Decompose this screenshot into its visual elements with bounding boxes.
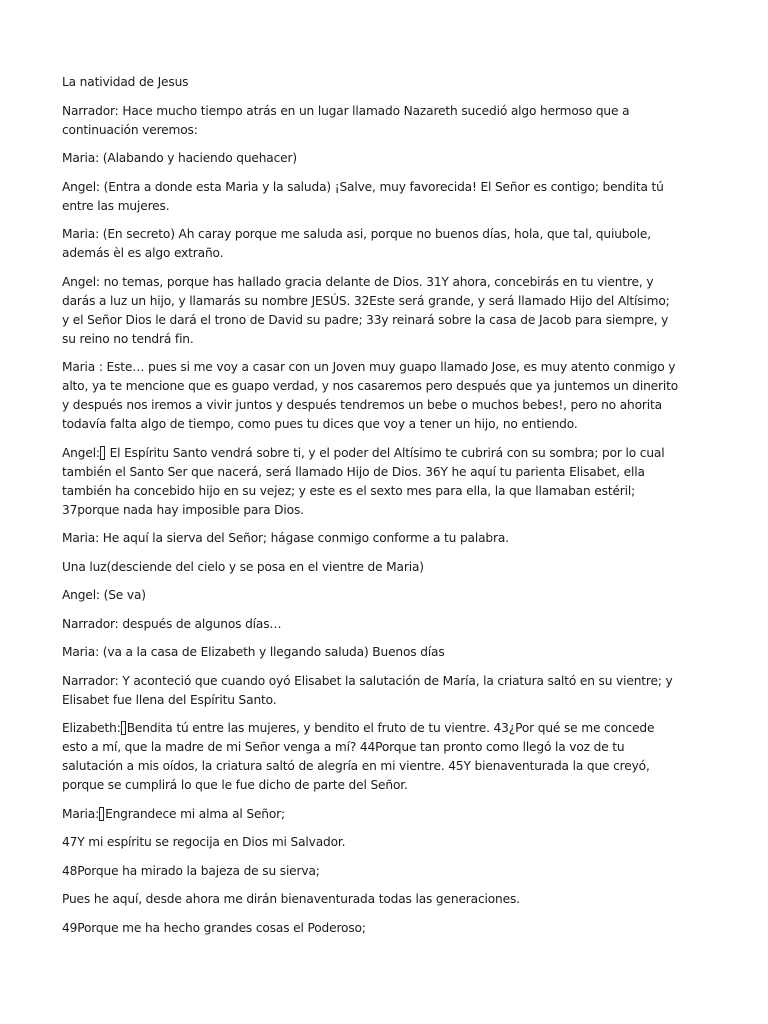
line-text: Engrandece mi alma al Señor;: [105, 806, 285, 821]
script-line: [62, 805, 680, 824]
script-line: Maria: (Alabando y haciendo quehacer): [62, 151, 297, 165]
script-line: Pues he aquí, desde ahora me dirán bienaventurada todas las generaciones.: [62, 892, 520, 906]
script-line: Narrador: después de algunos días…: [62, 616, 282, 631]
document-page: [62, 73, 680, 947]
script-line: Angel: (Entra a donde esta Maria y la saluda) ¡Salve, muy favorecida! El Señor es contigo; bendita tú entre las mujeres.: [62, 179, 664, 213]
missing-glyph-box: [100, 446, 105, 460]
script-line: 47Y mi espíritu se regocija en Dios mi Salvador.: [62, 835, 346, 849]
script-line: 48Porque ha mirado la bajeza de su sierva;: [62, 863, 320, 878]
script-line: Angel: (Se va): [62, 588, 146, 602]
script-line: 49Porque me ha hecho grandes cosas el Poderoso;: [62, 920, 366, 935]
script-line: Una luz(desciende del cielo y se posa en el vientre de Maria): [62, 559, 424, 574]
script-line: Maria: (va a la casa de Elizabeth y llegando saluda) Buenos días: [62, 645, 445, 659]
speaker-label: Maria:: [62, 806, 100, 821]
speaker-label: Angel:: [62, 445, 100, 460]
missing-glyph-box: [99, 807, 104, 821]
script-line: Narrador: Y aconteció que cuando oyó Elisabet la salutación de María, la criatura saltó en su vientre; y Elisabet fue llena del Espíritu Santo.: [62, 673, 673, 707]
script-line: [62, 719, 680, 795]
missing-glyph-box: [121, 721, 126, 735]
script-line: Maria: (En secreto) Ah caray porque me saluda asi, porque no buenos días, hola, que tal, quiubole, además èl es algo extraño.: [62, 227, 651, 260]
line-text: El Espíritu Santo vendrá sobre ti, y el poder del Altísimo te cubrirá con su sombra; por lo cual también el Santo Ser que nacerá, será llamado Hijo de Dios. 36Y he aquí tu parienta Elisabet, ella también ha concebido hijo en su vejez; y este es el sexto mes para ella, la que llamaban estéril; 37porque nada hay imposible para Dios.: [62, 445, 665, 517]
line-text: Bendita tú entre las mujeres, y bendito el fruto de tu vientre. 43¿Por qué se me concede esto a mí, que la madre de mi Señor venga a mí? 44Porque tan pronto como llegó la voz de tu salutación a mis oídos, la criatura saltó de alegría en mi vientre. 45Y bienaventurada la que creyó, porque se cumplirá lo que le fue dicho de parte del Señor.: [62, 721, 655, 792]
document-title: La natividad de Jesus: [62, 75, 189, 89]
script-line: Narrador: Hace mucho tiempo atrás en un lugar llamado Nazareth sucedió algo hermoso que a continuación veremos:: [62, 103, 630, 137]
script-line: [62, 444, 680, 520]
script-line: Maria: He aquí la sierva del Señor; hágase conmigo conforme a tu palabra.: [62, 531, 509, 545]
script-line: Maria : Este… pues si me voy a casar con un Joven muy guapo llamado Jose, es muy atento conmigo y alto, ya te mencione que es guapo verdad, y nos casaremos pero después que ya juntemos un dinerito y después nos iremos a vivir juntos y después tendremos un bebe o muchos bebes!, pero no ahorita todavía falta algo de tiempo, como pues tu dices que voy a tener un hijo, no entiendo.: [62, 360, 679, 431]
speaker-label: Elizabeth:: [62, 721, 121, 735]
script-line: Angel: no temas, porque has hallado gracia delante de Dios. 31Y ahora, concebirás en tu vientre, y darás a luz un hijo, y llamarás su nombre JESÚS. 32Este será grande, y será llamado Hijo del Altísimo; y el Señor Dios le dará el trono de David su padre; 33y reinará sobre la casa de Jacob para siempre, y su reino no tendrá fin.: [62, 274, 670, 346]
